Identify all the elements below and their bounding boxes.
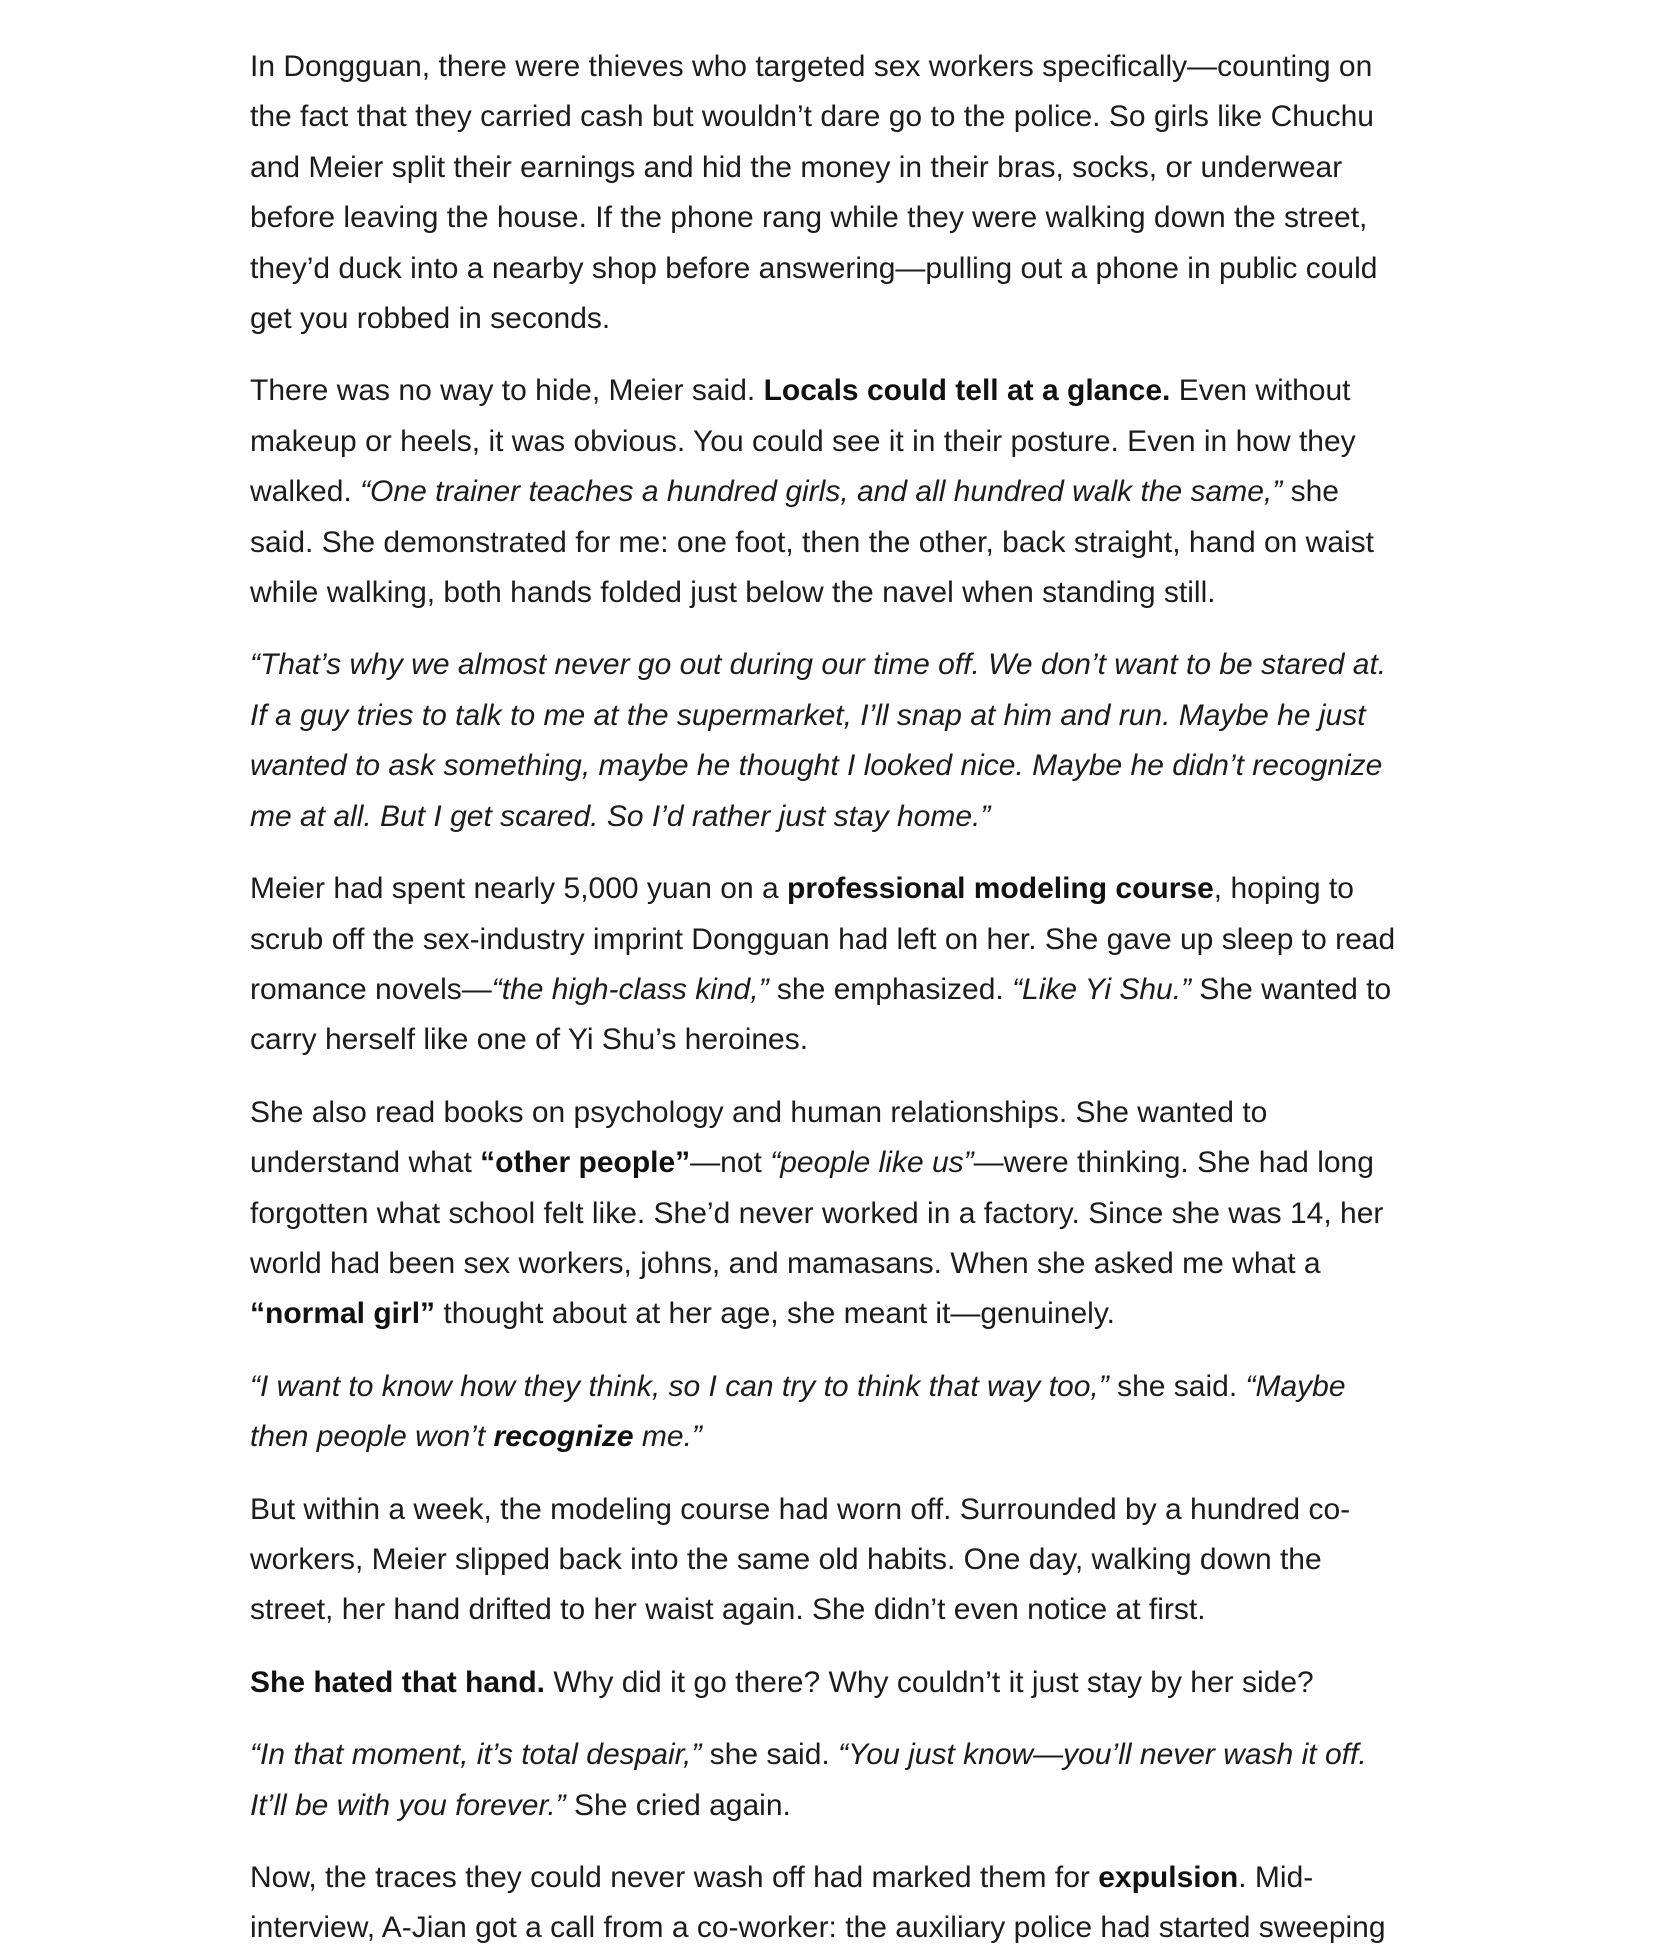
text-run: she said. She demonstrated for me: one foot, then the other, back straight, hand on waist while walking, both hands folded just below the navel when standing still. xyxy=(250,475,1375,610)
text-run: thought about at her age, she meant it—genuinely. xyxy=(435,1297,1115,1331)
bold-phrase: Locals could tell at a glance. xyxy=(763,374,1171,408)
italic-quote: “the high-class kind,” xyxy=(491,972,769,1006)
bold-phrase: expulsion xyxy=(1098,1861,1239,1894)
article-body xyxy=(250,42,1410,1954)
text-run: she emphasized. xyxy=(768,972,1013,1006)
paragraph-quote-time-off xyxy=(250,640,1410,842)
paragraph-psychology-books xyxy=(250,1088,1410,1340)
paragraph-worn-off xyxy=(250,1485,1410,1636)
italic-quote: “One trainer teaches a hundred girls, and all hundred walk the same,” xyxy=(360,475,1283,509)
text-run: she said. xyxy=(701,1738,839,1772)
bold-phrase: “other people” xyxy=(480,1146,691,1180)
paragraph-quote-despair xyxy=(250,1730,1410,1831)
text-run: . Mid-interview, A-Jian got a call from a co-worker: the auxiliary police had started sweeping xyxy=(250,1861,1386,1945)
text-run: Meier had spent nearly 5,000 yuan on a xyxy=(250,872,788,906)
italic-quote: “people like us” xyxy=(770,1146,974,1180)
italic-quote: “In that moment, it’s total despair,” xyxy=(250,1738,702,1772)
bold-phrase: professional modeling course xyxy=(787,872,1214,906)
italic-quote: “That’s why we almost never go out during our time off. We don’t want to be stared at. If a guy tries to talk to me at the supermarket, I’ll snap at him and run. Maybe he just wanted to ask something, maybe he thought I looked nice. Maybe he didn’t recognize me at all. But I get scared. So I’d rather just stay home.” xyxy=(250,648,1387,833)
text-run: In Dongguan, there were thieves who targeted sex workers specifically—counting on the fact that they carried cash but wouldn’t dare go to the police. So girls like Chuchu and Meier split their earnings and hid the money in their bras, socks, or underwear before leaving the house. If the phone rang while they were walking down the street, they’d duck into a nearby shop before answering—pulling out a phone in public could get you robbed in seconds. xyxy=(250,50,1378,336)
italic-quote: “I want to know how they think, so I can try to think that way too,” xyxy=(250,1369,1109,1403)
text-run: She cried again. xyxy=(565,1788,791,1822)
text-run: But within a week, the modeling course had worn off. Surrounded by a hundred co-workers, Meier slipped back into the same old habits. One day, walking down the street, her hand drifted to her waist again. She didn’t even notice at first. xyxy=(250,1492,1351,1627)
bold-italic-word: recognize xyxy=(493,1420,634,1454)
paragraph-no-way-to-hide xyxy=(250,366,1410,618)
text-run: , hoping to scrub off the sex-industry imprint Dongguan had left on her. She gave up sleep to read romance novels— xyxy=(250,872,1396,1006)
text-run: —were thinking. She had long forgotten what school felt like. She’d never worked in a factory. Since she was 14, her world had been sex workers, johns, and mamasans. When she asked me what a xyxy=(250,1146,1384,1280)
italic-quote: “Maybe then people won’t xyxy=(250,1369,1346,1454)
text-run: Why did it go there? Why couldn’t it just stay by her side? xyxy=(545,1665,1314,1699)
italic-quote: me.” xyxy=(633,1420,702,1454)
italic-quote: “You just know—you’ll never wash it off. It’ll be with you forever.” xyxy=(250,1738,1367,1822)
text-run: she said. xyxy=(1108,1369,1246,1403)
text-run: There was no way to hide, Meier said. xyxy=(250,374,764,408)
text-run: She also read books on psychology and human relationships. She wanted to understand what xyxy=(250,1095,1268,1180)
paragraph-modeling-course xyxy=(250,864,1410,1066)
bold-phrase: She hated that hand. xyxy=(250,1665,546,1699)
text-run: Even without makeup or heels, it was obvious. You could see it in their posture. Even in how they walked. xyxy=(250,374,1356,509)
bold-italic-phrase xyxy=(494,1420,634,1453)
bold-phrase: “normal girl” xyxy=(250,1297,436,1331)
text-run: She wanted to carry herself like one of Yi Shu’s heroines. xyxy=(250,972,1392,1057)
paragraph-expulsion xyxy=(250,1853,1410,1954)
paragraph-thieves xyxy=(250,42,1410,344)
text-run: —not xyxy=(690,1146,771,1180)
paragraph-hated-hand xyxy=(250,1658,1410,1708)
paragraph-quote-think-that-way xyxy=(250,1362,1410,1463)
italic-quote: “Like Yi Shu.” xyxy=(1012,972,1192,1006)
text-run: Now, the traces they could never wash off had marked them for xyxy=(250,1861,1099,1894)
